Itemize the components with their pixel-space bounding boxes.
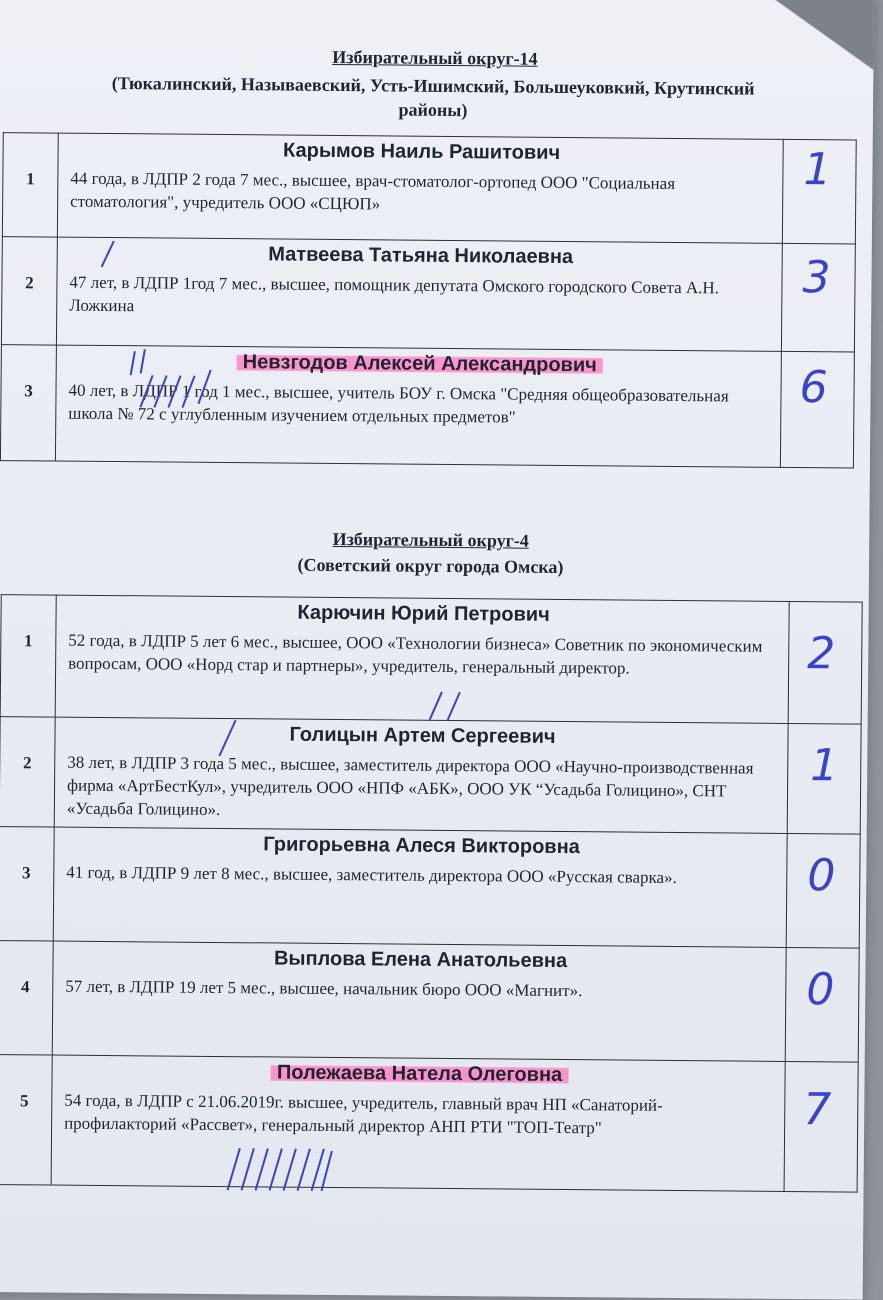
handwritten-mark: 1 [803, 144, 832, 196]
candidate-number: 4 [0, 941, 53, 1055]
candidate-bio: 54 года, в ЛДПР с 21.06.2019г. высшее, учредитель, главный врач НП «Санаторий-профилакторий «Рассвет», генеральный директор АНП РТИ "ТОП-Театр" [64, 1090, 663, 1138]
district-14-title: Избирательный округ-14 [332, 46, 538, 69]
tally-stroke [228, 1148, 332, 1191]
candidate-bio: 44 года, в ЛДПР 2 года 7 мес., высшее, врач-стоматолог-ортопед ООО "Социальная стоматология", учредитель ООО «СЦЮП» [70, 168, 676, 214]
mark-cell[interactable] [785, 947, 859, 1062]
mark-cell[interactable] [784, 1061, 858, 1192]
candidate-name: Карымов Наиль Рашитович [283, 139, 561, 164]
handwritten-mark: 0 [806, 964, 835, 1016]
table-row [0, 717, 861, 835]
table-row [2, 133, 856, 244]
district-4-table [0, 594, 863, 1192]
tally-marks [209, 716, 249, 762]
handwritten-mark: 7 [803, 1084, 832, 1136]
district-14-subtitle [13, 70, 853, 125]
handwritten-mark: 2 [807, 628, 836, 680]
table-row [0, 941, 859, 1063]
table-row [0, 1055, 858, 1193]
tally-stroke [130, 349, 211, 408]
candidate-info [54, 717, 788, 833]
highlighted-name: Полежаева Натела Олеговна [271, 1061, 568, 1086]
mark-cell[interactable] [781, 243, 855, 352]
candidate-number: 5 [0, 1055, 52, 1185]
tally-marks [126, 345, 237, 416]
mark-cell[interactable] [780, 351, 854, 468]
candidate-bio: 52 года, в ЛДПР 5 лет 6 мес., высшее, ООО «Технологии бизнеса» Советник по экономическим вопросам, ООО «Норд стар и партнеры», учредитель, генеральный директор. [68, 630, 763, 678]
candidate-name: Голицын Артем Сергеевич [289, 723, 556, 748]
candidate-name: Карючин Юрий Петрович [297, 601, 550, 626]
district-14-table [0, 132, 857, 468]
candidate-info [52, 941, 786, 1061]
handwritten-mark: 1 [810, 740, 839, 792]
candidate-number: 2 [1, 237, 57, 345]
candidate-name: Выплова Елена Анатольевна [273, 947, 568, 973]
candidate-info [57, 133, 783, 243]
candidate-name [64, 1060, 774, 1089]
district-4-title: Избирательный округ-4 [332, 528, 529, 551]
candidate-number: 1 [0, 595, 56, 717]
tally-marks [220, 1140, 350, 1197]
tally-stroke [219, 720, 235, 756]
candidate-info [53, 827, 787, 947]
tally-stroke [430, 692, 460, 720]
candidate-bio: 47 лет, в ЛДПР 1год 7 мес., высшее, помощник депутата Омского городского Совета А.Н. Ложкина [69, 272, 720, 316]
district-14-subtitle-line2: районы) [398, 99, 468, 121]
candidate-number: 3 [0, 345, 56, 461]
candidate-number: 1 [2, 133, 58, 237]
tally-stroke [102, 241, 114, 267]
candidate-info [56, 237, 782, 351]
highlighted-name: Невзгодов Алексей Александрович [237, 351, 603, 376]
tally-marks [418, 686, 478, 727]
candidate-name: Григорьевна Алеся Викторовна [263, 833, 580, 859]
mark-cell[interactable] [788, 601, 862, 724]
candidate-number: 3 [0, 827, 54, 941]
candidate-bio: 38 лет, в ЛДПР 3 года 5 мес., высшее, заместитель директора ООО «Научно-производственная фирма «АртБестКул», учредитель ООО «НПФ «АБК», ООО УК “Усадьба Голицино», СНТ «Усадьба Голицино». [66, 752, 754, 820]
candidate-bio: 40 лет, в ЛДПР 1 год 1 мес., высшее, учитель БОУ г. Омска "Средняя общеобразовательная школа № 72 с углубленным изучением отдельных предметов" [68, 380, 729, 427]
candidate-bio: 57 лет, в ЛДПР 19 лет 5 мес., высшее, начальник бюро ООО «Магнит». [65, 976, 583, 1001]
handwritten-mark: 0 [807, 850, 836, 902]
mark-cell[interactable] [786, 833, 860, 948]
candidate-bio: 41 год, в ЛДПР 9 лет 8 мес., высшее, заместитель директора ООО «Русская сварка». [66, 862, 677, 887]
handwritten-mark: 6 [799, 362, 828, 414]
candidate-number: 2 [0, 717, 55, 827]
district-4-subtitle: (Советский округ города Омска) [297, 554, 564, 577]
table-row [0, 827, 860, 949]
tally-marks [92, 237, 132, 271]
mark-cell[interactable] [787, 723, 861, 834]
district-14-subtitle-line1: (Тюкалинский, Называевский, Усть-Ишимский, Большеуковкий, Крутинский [111, 73, 755, 99]
handwritten-mark: 3 [802, 252, 831, 304]
candidate-name: Матвеева Татьяна Николаевна [268, 243, 574, 269]
candidate-info [51, 1055, 785, 1191]
mark-cell[interactable] [782, 139, 856, 244]
